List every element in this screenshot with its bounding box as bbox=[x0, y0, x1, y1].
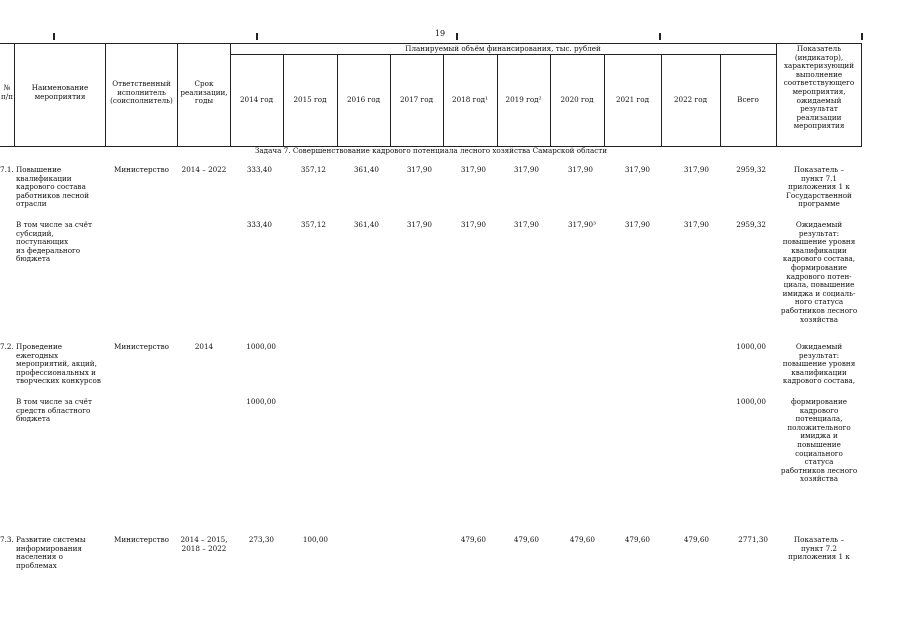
cell-2016: 361,40 bbox=[353, 220, 379, 229]
header-total: Всего bbox=[737, 95, 759, 104]
cell-2021: 479,60 bbox=[624, 535, 650, 544]
row-number: 7.3. bbox=[0, 535, 14, 544]
row-responsible: Министерство bbox=[114, 165, 169, 174]
cell-2014: 1000,00 bbox=[246, 342, 276, 351]
scan-mark bbox=[659, 33, 661, 40]
cell-2015: 357,12 bbox=[300, 220, 326, 229]
row-responsible: Министерство bbox=[114, 342, 169, 351]
cell-2020: 317,90³ bbox=[567, 220, 596, 229]
cell-2015: 357,12 bbox=[300, 165, 326, 174]
header-responsible: Ответственный исполнитель (соисполнитель) bbox=[110, 79, 173, 106]
cell-2022: 479,60 bbox=[683, 535, 709, 544]
scan-mark bbox=[53, 33, 55, 40]
header-year-2022: 2022 год bbox=[673, 95, 708, 104]
header-year-2017: 2017 год bbox=[399, 95, 434, 104]
header-year-2019: 2019 год² bbox=[505, 95, 542, 104]
cell-2022: 317,90 bbox=[683, 220, 709, 229]
header-year-2021: 2021 год bbox=[615, 95, 650, 104]
cell-2017: 317,90 bbox=[406, 165, 432, 174]
cell-2022: 317,90 bbox=[683, 165, 709, 174]
header-year-2018: 2018 год¹ bbox=[452, 95, 488, 104]
cell-2018: 317,90 bbox=[460, 220, 486, 229]
header-year-2016: 2016 год bbox=[346, 95, 381, 104]
header-name: Наименование мероприятия bbox=[31, 83, 89, 101]
cell-2014: 1000,00 bbox=[246, 397, 276, 406]
row-name: Проведение ежегодных мероприятий, акций, профессиональных и творческих конкурсов bbox=[16, 342, 101, 386]
scan-mark bbox=[861, 33, 863, 40]
row-term: 2014 – 2022 bbox=[181, 165, 227, 174]
cell-2019: 317,90 bbox=[513, 220, 539, 229]
row-name: Развитие системы информирования населения о проблемах bbox=[16, 535, 86, 570]
header-year-2015: 2015 год bbox=[293, 95, 327, 104]
cell-total: 2771,30 bbox=[738, 535, 768, 544]
scan-mark bbox=[256, 33, 258, 40]
row-responsible: Министерство bbox=[114, 535, 169, 544]
cell-total: 2959,32 bbox=[736, 165, 766, 174]
header-number: № п/п bbox=[0, 83, 13, 101]
header-year-2020: 2020 год bbox=[560, 95, 594, 104]
row-name: В том числе за счёт субсидий, поступающих из федерального бюджета bbox=[16, 220, 92, 264]
header-funding-title: Планируемый объём финансирования, тыс. рублей bbox=[405, 44, 601, 53]
row-name: В том числе за счёт средств областного бюджета bbox=[16, 397, 92, 424]
cell-2019: 479,60 bbox=[513, 535, 539, 544]
row-number: 7.2. bbox=[0, 342, 14, 351]
cell-2021: 317,90 bbox=[624, 165, 650, 174]
cell-2017: 317,90 bbox=[406, 220, 432, 229]
cell-total: 1000,00 bbox=[736, 397, 766, 406]
cell-total: 1000,00 bbox=[736, 342, 766, 351]
cell-2014: 333,40 bbox=[246, 165, 272, 174]
row-indicator: Ожидаемый результат: повышение уровня квалификации кадрового состава, формирование кадрового потен- циала, повышение имиджа и социаль- ного статуса работников лесного хозяйства bbox=[780, 220, 858, 324]
task-title: Задача 7. Совершенствование кадрового потенциала лесного хозяйства Самарской области bbox=[254, 146, 608, 155]
header-term: Срок реализации, годы bbox=[180, 79, 228, 106]
row-number: 7.1. bbox=[0, 165, 14, 174]
page-number: 19 bbox=[434, 29, 446, 38]
header-indicator: Показатель (индикатор), характеризующий выполнение соответствующего мероприятия, ожидаемый результат реализации мероприятия bbox=[783, 44, 855, 131]
row-indicator: формирование кадрового потенциала, положительного имиджа и повышение социального статуса работников лесного хозяйства bbox=[780, 397, 858, 484]
scan-mark bbox=[456, 33, 458, 40]
cell-2019: 317,90 bbox=[513, 165, 539, 174]
row-indicator: Показатель – пункт 7.1 приложения 1 к Государственной программе bbox=[786, 165, 852, 209]
cell-2014: 273,30 bbox=[248, 535, 274, 544]
row-term: 2014 bbox=[194, 342, 214, 351]
cell-2020: 317,90 bbox=[567, 165, 593, 174]
cell-2020: 479,60 bbox=[569, 535, 595, 544]
cell-2015: 100,00 bbox=[302, 535, 328, 544]
row-term: 2014 – 2015, 2018 – 2022 bbox=[180, 535, 228, 553]
cell-2018: 317,90 bbox=[460, 165, 486, 174]
cell-total: 2959,32 bbox=[736, 220, 766, 229]
cell-2021: 317,90 bbox=[624, 220, 650, 229]
row-name: Повышение квалификации кадрового состава работников лесной отрасли bbox=[16, 165, 90, 209]
header-year-2014: 2014 год bbox=[239, 95, 274, 104]
cell-2018: 479,60 bbox=[460, 535, 486, 544]
cell-2016: 361,40 bbox=[353, 165, 379, 174]
row-indicator: Показатель – пункт 7.2 приложения 1 к bbox=[788, 535, 850, 562]
cell-2014: 333,40 bbox=[246, 220, 272, 229]
row-indicator: Ожидаемый результат: повышение уровня квалификации кадрового состава, bbox=[782, 342, 856, 386]
